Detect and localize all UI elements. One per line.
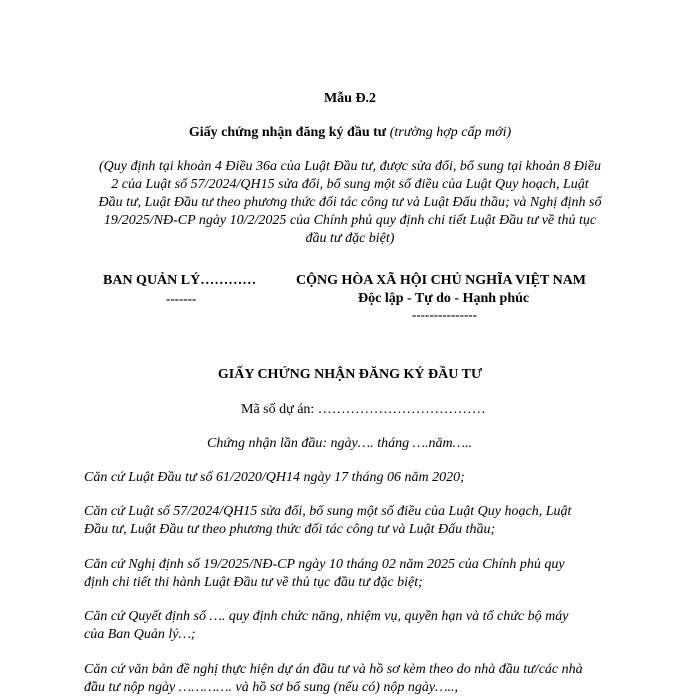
legal-basis-line: Đầu tư, Luật Đầu tư theo phương thức đối tác công tư và Luật Đấu thầu; và Nghị định số	[98, 195, 602, 210]
first-issue-date: Chứng nhận lần đầu: ngày…. tháng ….năm…..	[207, 436, 473, 451]
basis-paragraph	[84, 608, 614, 644]
basis-line: Đầu tư, Luật Đầu tư theo phương thức đối tác công tư và Luật Đấu thầu;	[84, 522, 496, 537]
project-code: Mã số dự án: ………………………………	[241, 402, 486, 417]
basis-line: đầu tư nộp ngày …………. và hồ sơ bổ sung (nếu có) nộp ngày…..,	[84, 680, 459, 695]
basis-paragraph	[84, 469, 614, 487]
form-title	[0, 124, 700, 142]
basis-line: của Ban Quản lý…;	[84, 627, 196, 642]
issuer-name: BAN QUẢN LÝ…………	[103, 273, 257, 288]
form-title-main: Giấy chứng nhận đăng ký đầu tư	[188, 125, 387, 140]
basis-line: Căn cứ Nghị định số 19/2025/NĐ-CP ngày 10 tháng 02 năm 2025 của Chính phủ quy	[84, 557, 565, 572]
national-motto: Độc lập - Tự do - Hạnh phúc	[358, 291, 530, 306]
legal-basis-line: (Quy định tại khoản 4 Điều 36a của Luật Đầu tư, được sửa đổi, bổ sung tại khoản 8 Điều	[98, 159, 602, 174]
form-code: Mẫu Đ.2	[323, 91, 377, 106]
basis-line: Căn cứ văn bản đề nghị thực hiện dự án đầu tư và hồ sơ kèm theo do nhà đầu tư/các nhà	[84, 662, 583, 677]
basis-line: Căn cứ Luật số 57/2024/QH15 sửa đổi, bổ sung một số điều của Luật Quy hoạch, Luật	[84, 504, 572, 519]
legal-basis-line: đầu tư đặc biệt)	[305, 231, 395, 246]
basis-paragraph	[84, 556, 614, 592]
basis-line: Căn cứ Luật Đầu tư số 61/2020/QH14 ngày 17 tháng 06 năm 2020;	[84, 470, 465, 485]
basis-line: Căn cứ Quyết định số …. quy định chức năng, nhiệm vụ, quyền hạn và tổ chức bộ máy	[84, 609, 569, 624]
basis-paragraph	[84, 661, 614, 697]
certificate-title: GIẤY CHỨNG NHẬN ĐĂNG KÝ ĐẦU TƯ	[217, 367, 483, 382]
country-name: CỘNG HÒA XÃ HỘI CHỦ NGHĨA VIỆT NAM	[296, 273, 587, 288]
legal-basis-line: 2 của Luật số 57/2024/QH15 sửa đổi, bổ sung một số điều của Luật Quy hoạch, Luật	[111, 177, 589, 192]
form-title-note: (trường hợp cấp mới)	[389, 125, 512, 140]
motto-underline: ---------------	[412, 307, 477, 322]
issuer-underline: -------	[166, 291, 197, 306]
legal-basis-line: 19/2025/NĐ-CP ngày 10/2/2025 của Chính phủ quy định chi tiết Luật Đầu tư về thủ tục	[103, 213, 597, 228]
basis-line: định chi tiết thi hành Luật Đầu tư về thủ tục đầu tư đặc biệt;	[84, 575, 423, 590]
basis-paragraph	[84, 503, 614, 539]
